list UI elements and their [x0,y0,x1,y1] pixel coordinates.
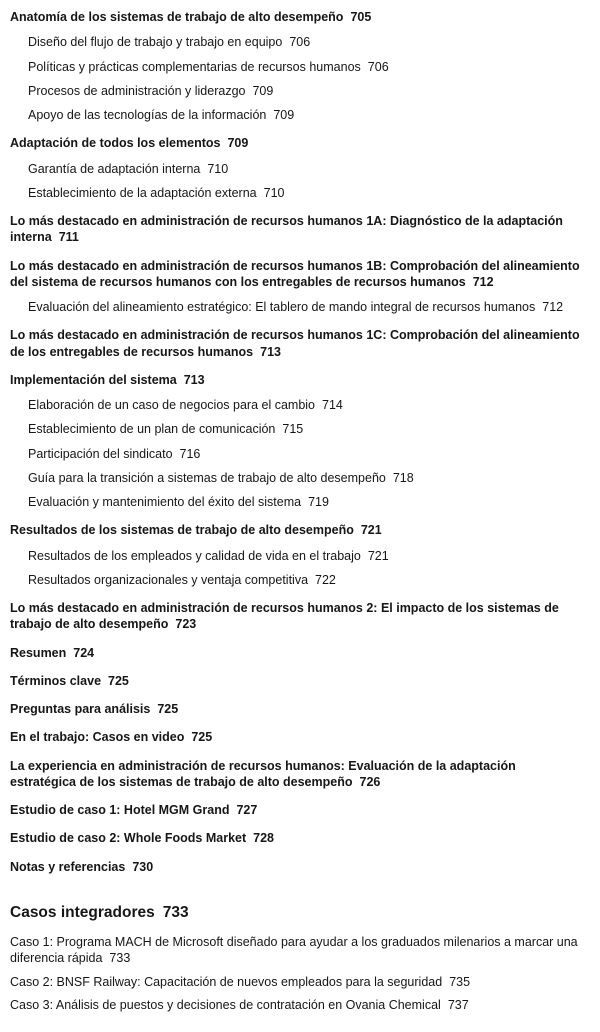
case-item-label: Caso 1: Programa MACH de Microsoft diseñado para ayudar a los graduados milenarios a marcar una diferencia rápida [10,935,578,966]
toc-entry [28,572,584,588]
case-item-label: Caso 2: BNSF Railway: Capacitación de nuevos empleados para la seguridad [10,974,443,989]
toc-entry-page: 709 [252,83,274,98]
toc-entry-page: 715 [282,422,304,437]
toc-entry-page: 713 [183,372,205,387]
toc-entry-label: Procesos de administración y liderazgo [28,83,246,98]
case-item-page: 735 [449,974,471,989]
case-item [10,974,584,990]
toc-entry-label: Diseño del flujo de trabajo y trabajo en equipo [28,35,283,50]
toc-entry-label: Evaluación y mantenimiento del éxito del sistema [28,495,302,509]
toc-entry-page: 714 [322,398,343,412]
toc-entry-label: Establecimiento de la adaptación externa [28,185,257,200]
toc-entry [28,185,584,201]
toc-entry-page: 725 [191,730,213,745]
toc-entry [10,522,584,538]
case-item [10,997,584,1013]
toc-entry [10,213,584,246]
toc-entry-page: 723 [175,617,197,632]
toc-entry [10,600,584,633]
toc-list [10,9,584,875]
toc-entry-label: Resultados de los sistemas de trabajo de alto desempeño [10,523,354,538]
toc-entry-page: 726 [359,774,381,789]
section-title [10,903,584,922]
toc-entry-page: 706 [367,59,389,74]
toc-entry [10,673,584,689]
toc-entry-label: Lo más destacado en administración de recursos humanos 1C: Comprobación del alineamiento de los entregables de recursos humanos [10,328,580,359]
toc-entry-page: 718 [392,470,414,485]
case-item-label: Caso 3: Análisis de puestos y decisiones de contratación en Ovania Chemical [10,997,441,1012]
toc-entry-page: 710 [263,185,285,200]
toc-entry [28,299,584,315]
toc-entry [10,258,584,291]
toc-entry-label: Adaptación de todos los elementos [10,136,221,151]
section-item-list [10,934,584,1013]
toc-entry-label: Políticas y prácticas complementarias de recursos humanos [28,59,361,74]
toc-entry-page: 721 [360,523,382,538]
toc-entry-page: 711 [58,230,79,245]
toc-entry [28,446,584,462]
toc-entry-label: La experiencia en administración de recursos humanos: Evaluación de la adaptación estratégica de los sistemas de trabajo de alto desempeño [10,758,516,789]
case-item-page: 737 [447,997,469,1012]
toc-entry-label: Evaluación del alineamiento estratégico: El tablero de mando integral de recursos humanos [28,300,536,314]
toc-entry-label: Términos clave [10,673,102,688]
toc-entry-page: 709 [273,108,295,122]
toc-entry-page: 709 [227,136,249,151]
toc-entry [28,494,584,510]
toc-entry [10,729,584,745]
toc-entry [10,758,584,791]
toc-entry-label: Notas y referencias [10,859,126,874]
toc-entry-label: Estudio de caso 2: Whole Foods Market [10,831,247,846]
toc-entry-label: Resumen [10,645,67,660]
toc-entry [28,397,584,413]
toc-entry-label: Establecimiento de un plan de comunicación [28,422,276,437]
toc-entry-label: Participación del sindicato [28,446,173,461]
toc-entry [10,701,584,717]
toc-entry-label: Lo más destacado en administración de recursos humanos 2: El impacto de los sistemas de trabajo de alto desempeño [10,601,559,632]
toc-entry [28,83,584,99]
toc-entry-label: Resultados organizacionales y ventaja competitiva [28,572,309,587]
toc-entry-page: 724 [73,645,95,660]
toc-entry-page: 722 [315,572,336,587]
toc-entry [10,9,584,25]
toc-entry-label: Garantía de adaptación interna [28,161,201,176]
toc-entry-page: 716 [179,446,201,461]
toc-entry-label: Elaboración de un caso de negocios para el cambio [28,398,315,412]
case-item [10,934,584,967]
toc-entry-page: 706 [289,35,311,50]
toc-entry-page: 730 [132,859,154,874]
integrative-cases-section [10,903,584,1013]
toc-entry [10,830,584,846]
toc-entry [10,859,584,875]
toc-entry [28,34,584,50]
toc-entry-page: 712 [542,300,564,314]
toc-entry-label: Resultados de los empleados y calidad de vida en el trabajo [28,548,361,563]
toc-entry-label: Lo más destacado en administración de recursos humanos 1B: Comprobación del alineamiento del sistema de recursos humanos con los entregables de recursos humanos [10,258,580,289]
toc-entry-page: 721 [367,548,389,563]
toc-entry-label: En el trabajo: Casos en video [10,730,185,745]
toc-entry [10,372,584,388]
toc-entry [28,470,584,486]
toc-entry-label: Anatomía de los sistemas de trabajo de alto desempeño [10,10,344,24]
toc-entry-page: 712 [472,274,494,289]
toc-entry-page: 705 [350,10,372,24]
toc-entry-page: 725 [157,702,179,716]
toc-entry [10,645,584,661]
toc-entry-label: Implementación del sistema [10,372,177,387]
toc-entry [28,548,584,564]
toc-entry [10,135,584,151]
toc-entry-page: 710 [207,161,229,176]
toc-entry-page: 727 [236,803,258,817]
toc-entry [28,421,584,437]
toc-entry-label: Estudio de caso 1: Hotel MGM Grand [10,803,230,817]
toc-entry-page: 719 [308,495,329,509]
toc-entry-label: Preguntas para análisis [10,702,151,716]
case-item-page: 733 [109,951,131,966]
section-title-page: 733 [162,903,189,921]
toc-entry [10,802,584,818]
toc-entry-page: 713 [260,344,281,359]
toc-entry-page: 728 [253,831,275,846]
section-title-text: Casos integradores [10,903,155,921]
toc-entry [28,107,584,123]
toc-entry-label: Lo más destacado en administración de recursos humanos 1A: Diagnóstico de la adaptación interna [10,214,563,245]
toc-entry [28,59,584,75]
toc-entry-label: Guía para la transición a sistemas de trabajo de alto desempeño [28,470,386,485]
toc-entry-label: Apoyo de las tecnologías de la información [28,108,267,122]
toc-entry [28,161,584,177]
toc-entry-page: 725 [108,673,129,688]
toc-entry [10,327,584,360]
